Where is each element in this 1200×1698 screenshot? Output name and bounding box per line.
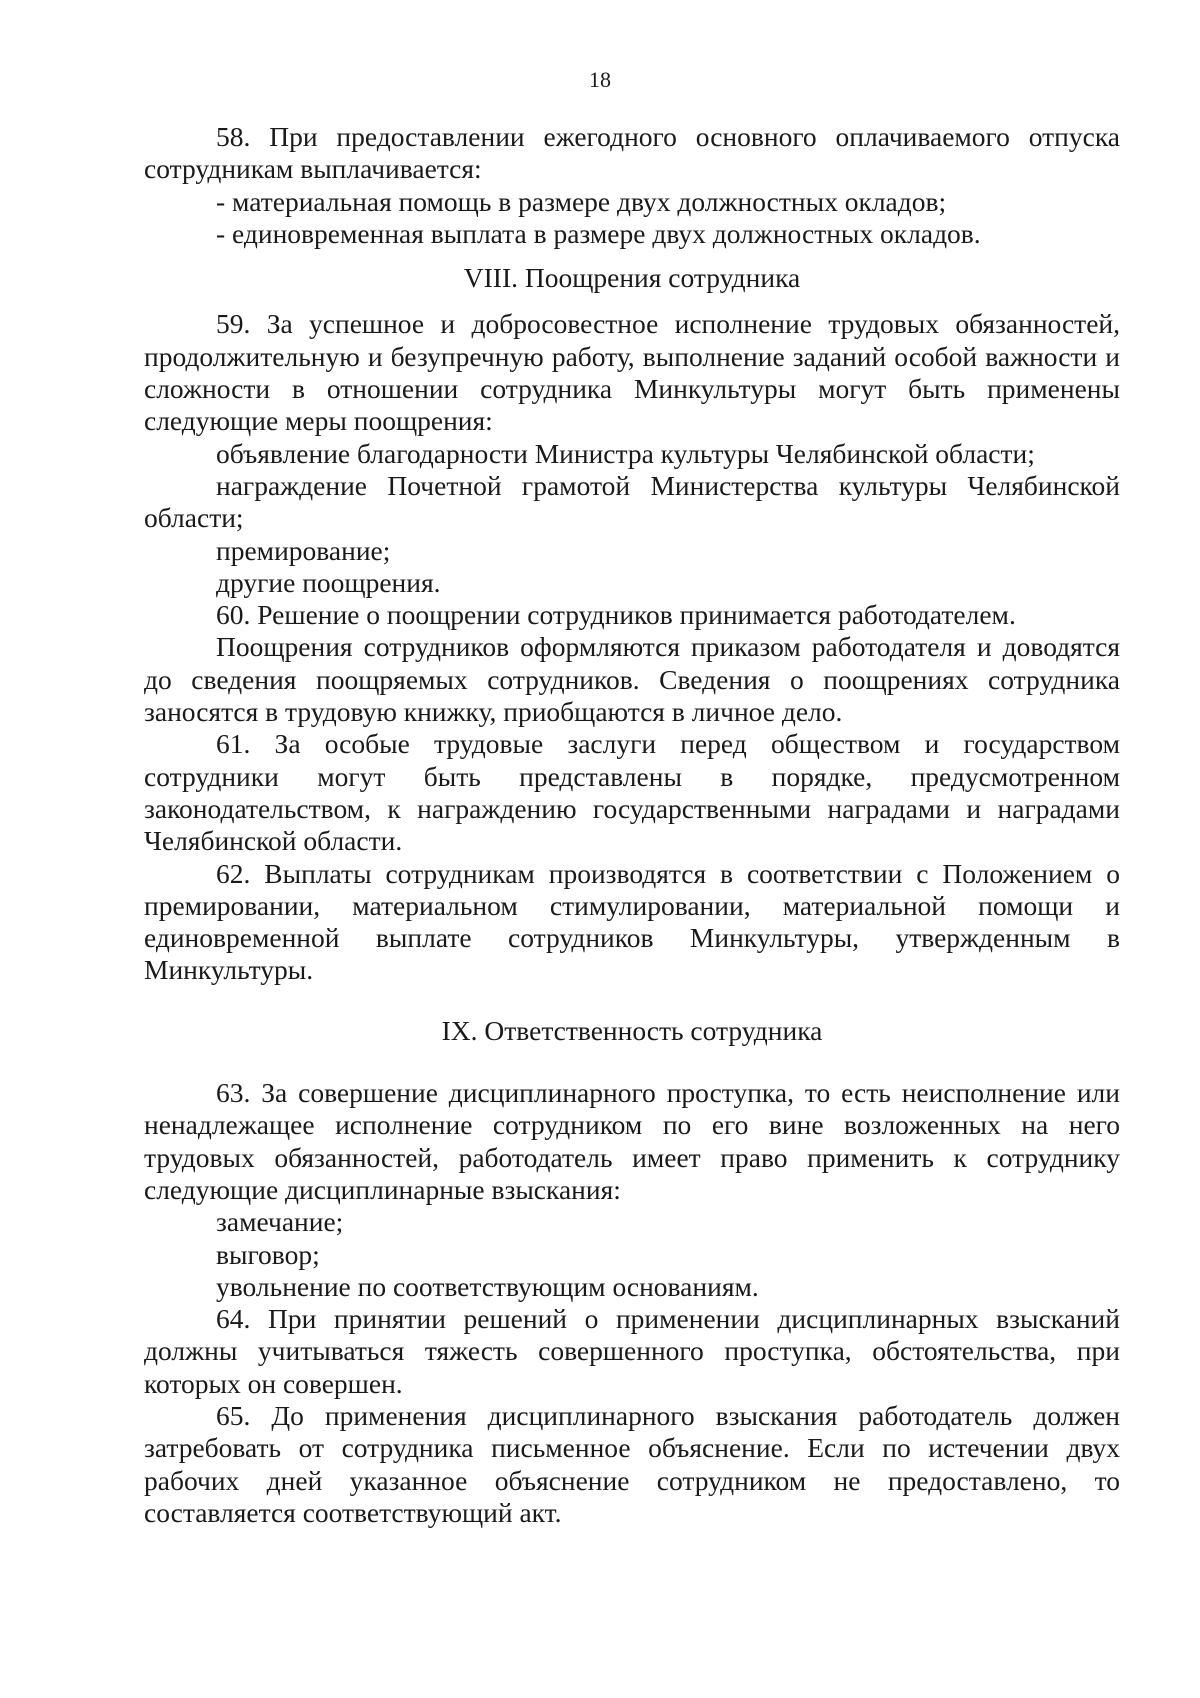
section-heading-ix: IX. Ответственность сотрудника <box>441 1014 823 1046</box>
page-number: 18 <box>589 67 611 92</box>
document-body <box>144 121 1120 1529</box>
paragraph-63: 63. За совершение дисциплинарного проступка, то есть неисполнение или ненадлежащее исполнение сотрудником по его вине возложенных на него трудовых обязанностей, работодатель имеет право применить к сотруднику следующие дисциплинарные взыскания: <box>144 1077 1120 1205</box>
paragraph-59: 59. За успешное и добросовестное исполнение трудовых обязанностей, продолжительную и безупречную работу, выполнение заданий особой важности и сложности в отношении сотрудника Минкультуры могут быть применены следующие меры поощрения: <box>144 308 1120 437</box>
paragraph-60-rewards: Поощрения сотрудников оформляются приказом работодателя и доводятся до сведения поощряемых сотрудников. Сведения о поощрениях сотрудника заносятся в трудовую книжку, приобщаются в личное дело. <box>144 631 1120 728</box>
list-item-material-aid: - материальная помощь в размере двух должностных окладов; <box>216 185 947 217</box>
list-item-other-rewards: другие поощрения. <box>216 566 441 598</box>
list-item-dismissal: увольнение по соответствующим основаниям. <box>216 1270 759 1302</box>
list-item-reprimand: выговор; <box>216 1238 320 1270</box>
paragraph-61: 61. За особые трудовые заслуги перед обществом и государством сотрудники могут быть представлены в порядке, предусмотренном законодательством, к награждению государственными наградами и наградами Челябинской области. <box>144 728 1120 857</box>
paragraph-65: 65. До применения дисциплинарного взыскания работодатель должен затребовать от сотрудника письменное объяснение. Если по истечении двух рабочих дней указанное объяснение сотрудником не предоставлено, то составляется соответствующий акт. <box>144 1399 1120 1528</box>
list-item-remark: замечание; <box>216 1206 344 1238</box>
section-heading-viii: VIII. Поощрения сотрудника <box>463 262 801 294</box>
paragraph-58: 58. При предоставлении ежегодного основного оплачиваемого отпуска сотрудникам выплачивается: <box>144 121 1120 185</box>
paragraph-62: 62. Выплаты сотрудникам производятся в соответствии с Положением о премировании, материальном стимулировании, материальной помощи и единовременной выплате сотрудников Минкультуры, утвержденным в Минкультуры. <box>144 857 1120 986</box>
paragraph-64: 64. При принятии решений о применении дисциплинарных взысканий должны учитываться тяжесть совершенного проступка, обстоятельства, при которых он совершен. <box>144 1303 1120 1399</box>
list-item-certificate: награждение Почетной грамотой Министерства культуры Челябинской области; <box>144 469 1120 534</box>
list-item-lump-sum-payment: - единовременная выплата в размере двух должностных окладов. <box>216 217 981 249</box>
list-item-gratitude: объявление благодарности Министра культуры Челябинской области; <box>216 437 1035 469</box>
list-item-bonus: премирование; <box>216 534 391 566</box>
paragraph-60: 60. Решение о поощрении сотрудников принимается работодателем. <box>216 599 1016 631</box>
